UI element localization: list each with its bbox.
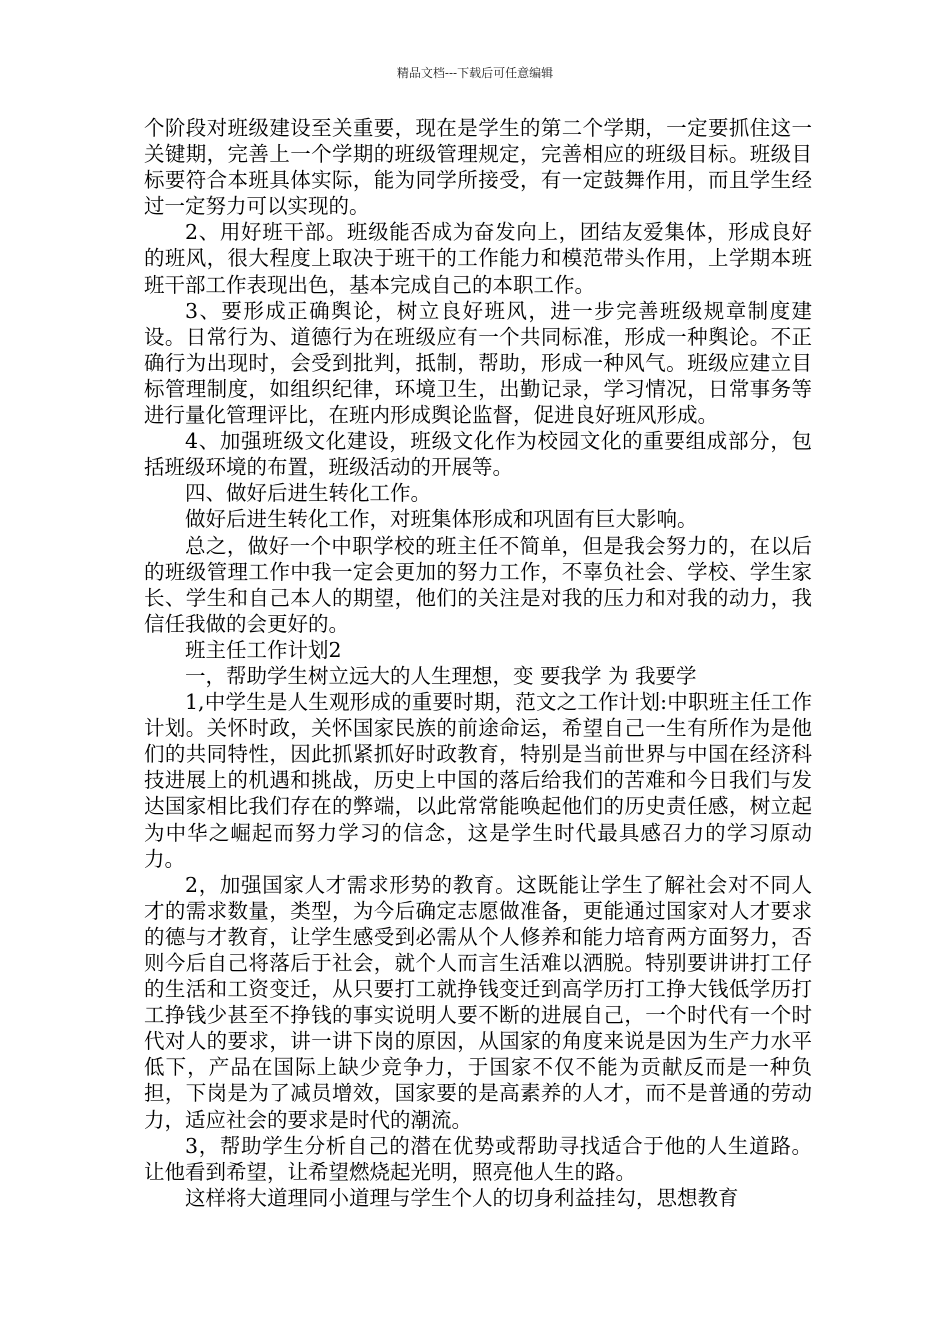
paragraph-conclusion: 总之，做好一个中职学校的班主任不简单，但是我会努力的，在以后的班级管理工作中我一定会更加的努力工作，不辜负社会、学校、学生家长、学生和自己本人的期望，他们的关注是对我的压力和对我的动力，我信任我做的会更好的。	[144, 533, 812, 636]
paragraph-potential: 3，帮助学生分析自己的潜在优势或帮助寻找适合于他的人生道路。让他看到希望，让希望燃烧起光明，照亮他人生的路。	[144, 1133, 812, 1184]
paragraph-current-affairs: 1,中学生是人生观形成的重要时期，范文之工作计划:中职班主任工作计划。关怀时政，关怀国家民族的前途命运，希望自己一生有所作为是他们的共同特性，因此抓紧抓好时政教育，特别是当前世界与中国在经济科技进展上的机遇和挑战，历史上中国的落后给我们的苦难和今日我们与发达国家相比我们存在的弊端，以此常常能唤起他们的历史责任感，树立起为中华之崛起而努力学习的信念，这是学生时代最具感召力的学习原动力。	[144, 690, 812, 871]
paragraph-public-opinion: 3、要形成正确舆论，树立良好班风，进一步完善班级规章制度建设。日常行为、道德行为在班级应有一个共同标准，形成一种舆论。不正确行为出现时，会受到批判，抵制，帮助，形成一种风气。班级应建立目标管理制度，如组织纪律，环境卫生，出勤记录，学习情况，日常事务等进行量化管理评比，在班内形成舆论监督，促进良好班风形成。	[144, 298, 812, 428]
page-header: 精品文档---下载后可任意编辑	[396, 66, 554, 80]
plan-title: 班主任工作计划2	[185, 637, 342, 662]
document-body	[144, 115, 812, 1211]
paragraph-talent-demand: 2，加强国家人才需求形势的教育。这既能让学生了解社会对不同人才的需求数量，类型，为今后确定志愿做准备，更能通过国家对人才要求的德与才教育，让学生感受到必需从个人修养和能力培育两方面努力，否则今后自己将落后于社会，就个人而言生活难以洒脱。特别要讲讲打工仔的生活和工资变迁，从只要打工就挣钱变迁到高学历打工挣大钱低学历打工挣钱少甚至不挣钱的事实说明人要不断的进展自己，一个时代有一个时代对人的要求，讲一讲下岗的原因，从国家的角度来说是因为生产力水平低下，产品在国际上缺少竞争力，于国家不仅不能为贡献反而是一种负担，下岗是为了减员增效，国家要的是高素养的人才，而不是普通的劳动力，适应社会的要求是时代的潮流。	[144, 872, 812, 1132]
paragraph-class-cadres: 2、用好班干部。班级能否成为奋发向上，团结友爱集体，形成良好的班风，很大程度上取决于班干的工作能力和模范带头作用，上学期本班班干部工作表现出色，基本完成自己的本职工作。	[144, 220, 812, 297]
paragraph-class-goals: 个阶段对班级建设至关重要，现在是学生的第二个学期，一定要抓住这一关键期，完善上一个学期的班级管理规定，完善相应的班级目标。班级目标要符合本班具体实际，能为同学所接受，有一定鼓舞作用，而且学生经过一定努力可以实现的。	[144, 116, 812, 219]
paragraph-class-culture: 4、加强班级文化建设，班级文化作为校园文化的重要组成部分，包括班级环境的布置，班级活动的开展等。	[144, 429, 812, 480]
section-heading-ideals: 一，帮助学生树立远大的人生理想，变 要我学 为 我要学	[185, 663, 697, 688]
paragraph-continuation: 这样将大道理同小道理与学生个人的切身利益挂勾，思想教育	[185, 1185, 739, 1210]
section-heading-underachievers: 四、做好后进生转化工作。	[185, 481, 431, 506]
paragraph-underachievers: 做好后进生转化工作，对班集体形成和巩固有巨大影响。	[185, 507, 698, 532]
